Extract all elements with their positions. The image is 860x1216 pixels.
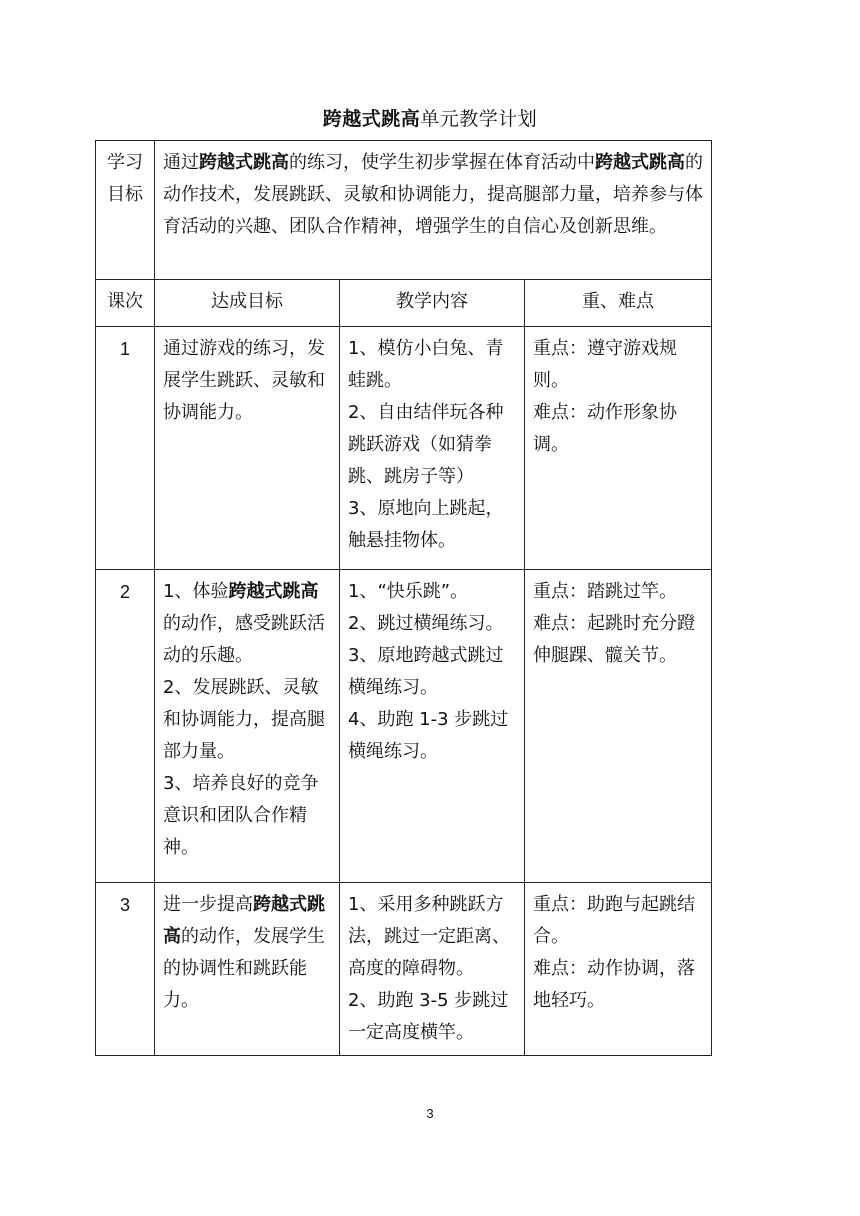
header-row (96, 280, 712, 327)
teaching-plan-table (95, 140, 712, 1056)
title-bold: 跨越式跳高 (322, 108, 421, 130)
lesson-goal: 1、体验跨越式跳高的动作，感受跳跃活动的乐趣。 2、发展跳跃、灵敏和协调能力，提高腿部力量。 3、培养良好的竞争意识和团队合作精神。 (155, 570, 340, 883)
goal-text: 通过跨越式跳高的练习，使学生初步掌握在体育活动中跨越式跳高的动作技术，发展跳跃、灵敏和协调能力，提高腿部力量，培养参与体育活动的兴趣、团队合作精神，增强学生的自信心及创新思维。 (155, 141, 712, 280)
lesson-content: 1、采用多种跳跃方法，跳过一定距离、高度的障碍物。 2、助跑 3-5 步跳过一定高度横竿。 (340, 883, 525, 1056)
lesson-content: 1、“快乐跳”。 2、跳过横绳练习。 3、原地跨越式跳过横绳练习。 4、助跑 1-3 步跳过横绳练习。 (340, 570, 525, 883)
lesson-content: 1、模仿小白兔、青蛙跳。 2、自由结伴玩各种跳跃游戏（如猜拳跳、跳房子等） 3、原地向上跳起，触悬挂物体。 (340, 327, 525, 570)
header-lesson: 课次 (96, 280, 155, 327)
header-key-points: 重、难点 (525, 280, 712, 327)
lesson-goal: 进一步提高跨越式跳高的动作，发展学生的协调性和跳跃能力。 (155, 883, 340, 1056)
document-title (0, 104, 860, 131)
lesson-number: 2 (96, 570, 155, 883)
lesson-number: 3 (96, 883, 155, 1056)
table-row (96, 570, 712, 883)
header-goal: 达成目标 (155, 280, 340, 327)
table-row (96, 883, 712, 1056)
page-number: 3 (426, 1106, 434, 1121)
header-content: 教学内容 (340, 280, 525, 327)
lesson-goal: 通过游戏的练习，发展学生跳跃、灵敏和协调能力。 (155, 327, 340, 570)
lesson-number: 1 (96, 327, 155, 570)
lesson-key-points: 重点：遵守游戏规则。 难点：动作形象协调。 (525, 327, 712, 570)
goal-row (96, 141, 712, 280)
lesson-key-points: 重点：助跑与起跳结合。 难点：动作协调，落地轻巧。 (525, 883, 712, 1056)
goal-label: 学习 目标 (96, 141, 155, 280)
title-rest: 单元教学计划 (420, 108, 538, 130)
lesson-key-points: 重点：踏跳过竿。 难点：起跳时充分蹬伸腿踝、髋关节。 (525, 570, 712, 883)
table-row (96, 327, 712, 570)
